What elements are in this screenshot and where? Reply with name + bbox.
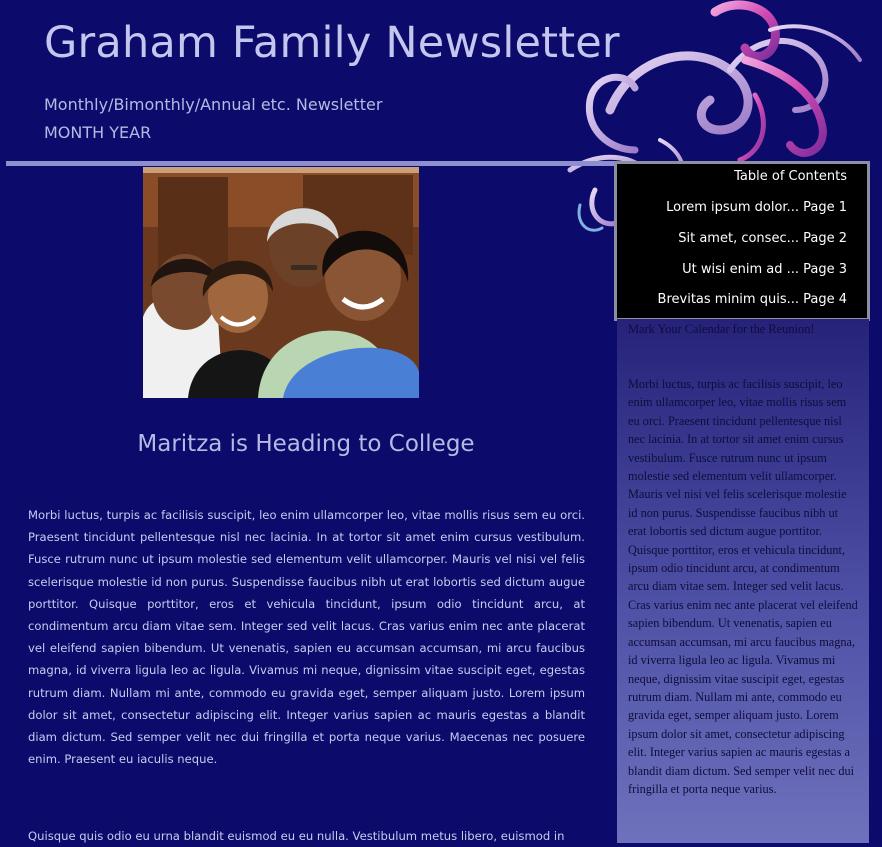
- toc-item[interactable]: Brevitas minim quis... Page 4: [657, 292, 847, 307]
- table-of-contents: [614, 161, 870, 321]
- newsletter-subtitle: Monthly/Bimonthly/Annual etc. Newsletter: [44, 95, 383, 114]
- article-paragraph: Quisque quis odio eu urna blandit euismod eu eu nulla. Vestibulum metus libero, euismod in: [28, 829, 565, 843]
- toc-item[interactable]: Lorem ipsum dolor... Page 1: [666, 200, 847, 215]
- toc-item[interactable]: Ut wisi enim ad ... Page 3: [682, 262, 847, 277]
- reunion-sidebar: [617, 319, 869, 843]
- sidebar-text: Morbi luctus, turpis ac facilisis suscipit, leo enim ullamcorper leo, vitae mollis risus sem eu orci. Praesent tincidunt pellentesque nisl nec lacinia. In at tortor sit amet enim cursus vestibulum. Fusce rutrum nunc ut ipsum molestie sed elementum velit ullamcorper. Mauris vel nisi vel felis scelerisque molestie id non purus. Suspendisse faucibus nibh ut erat lobortis sed dictum augue porttitor. Quisque porttitor, eros et vehicula tincidunt, ipsum odio tincidunt arcu, at condimentum arcu diam vitae sem. Integer sed velit lacus. Cras varius enim nec ante placerat vel eleifend sapien bibendum. Ut venenatis, sapien eu accumsan accumsan, mi arcu faucibus magna, id viverra ligula leo ac ligula. Vivamus mi neque, dignissim vitae suscipit eget, egestas rutrum diam. Nullam mi ante, commodo eu gravida eget, semper aliquam justo. Lorem ipsum dolor sit amet, consectetur adipiscing elit. Integer varius sapien ac mauris egestas a blandit diam dictum. Sed semper velit nec dui fringilla et porta neque varius.: [628, 377, 858, 796]
- family-photo: [143, 167, 419, 398]
- newsletter-title: Graham Family Newsletter: [44, 18, 620, 68]
- article-paragraph: Morbi luctus, turpis ac facilisis suscipit, leo enim ullamcorper leo, vitae mollis risus sem eu orci. Praesent tincidunt pellentesque nisl nec lacinia. In at tortor sit amet enim cursus vestibulum. Fusce rutrum nunc ut ipsum molestie sed elementum velit ullamcorper. Mauris vel nisi vel felis scelerisque molestie id non purus. Suspendisse faucibus nibh ut erat lobortis sed dictum augue porttitor. Quisque porttitor, eros et vehicula tincidunt, ipsum odio tincidunt arcu, at condimentum arcu diam vitae sem. Integer sed velit lacus. Cras varius enim nec ante placerat vel eleifend sapien bibendum. Ut venenatis, sapien eu accumsan accumsan, mi arcu faucibus magna, id viverra ligula leo ac ligula. Vivamus mi neque, dignissim vitae suscipit eget, egestas rutrum diam. Nullam mi ante, commodo eu gravida eget, semper aliquam justo. Lorem ipsum dolor sit amet, consectetur adipiscing elit. Integer varius sapien ac mauris egestas a blandit diam dictum. Sed semper velit nec dui fringilla et porta neque varius. Maecenas nec posuere enim. Praesent eu iaculis neque.: [28, 508, 585, 767]
- newsletter-date: MONTH YEAR: [44, 123, 152, 142]
- toc-title: Table of Contents: [734, 169, 847, 184]
- sidebar-heading: Mark Your Calendar for the Reunion!: [628, 322, 815, 336]
- toc-item[interactable]: Sit amet, consec... Page 2: [678, 231, 847, 246]
- article-headline: Maritza is Heading to College: [137, 431, 475, 457]
